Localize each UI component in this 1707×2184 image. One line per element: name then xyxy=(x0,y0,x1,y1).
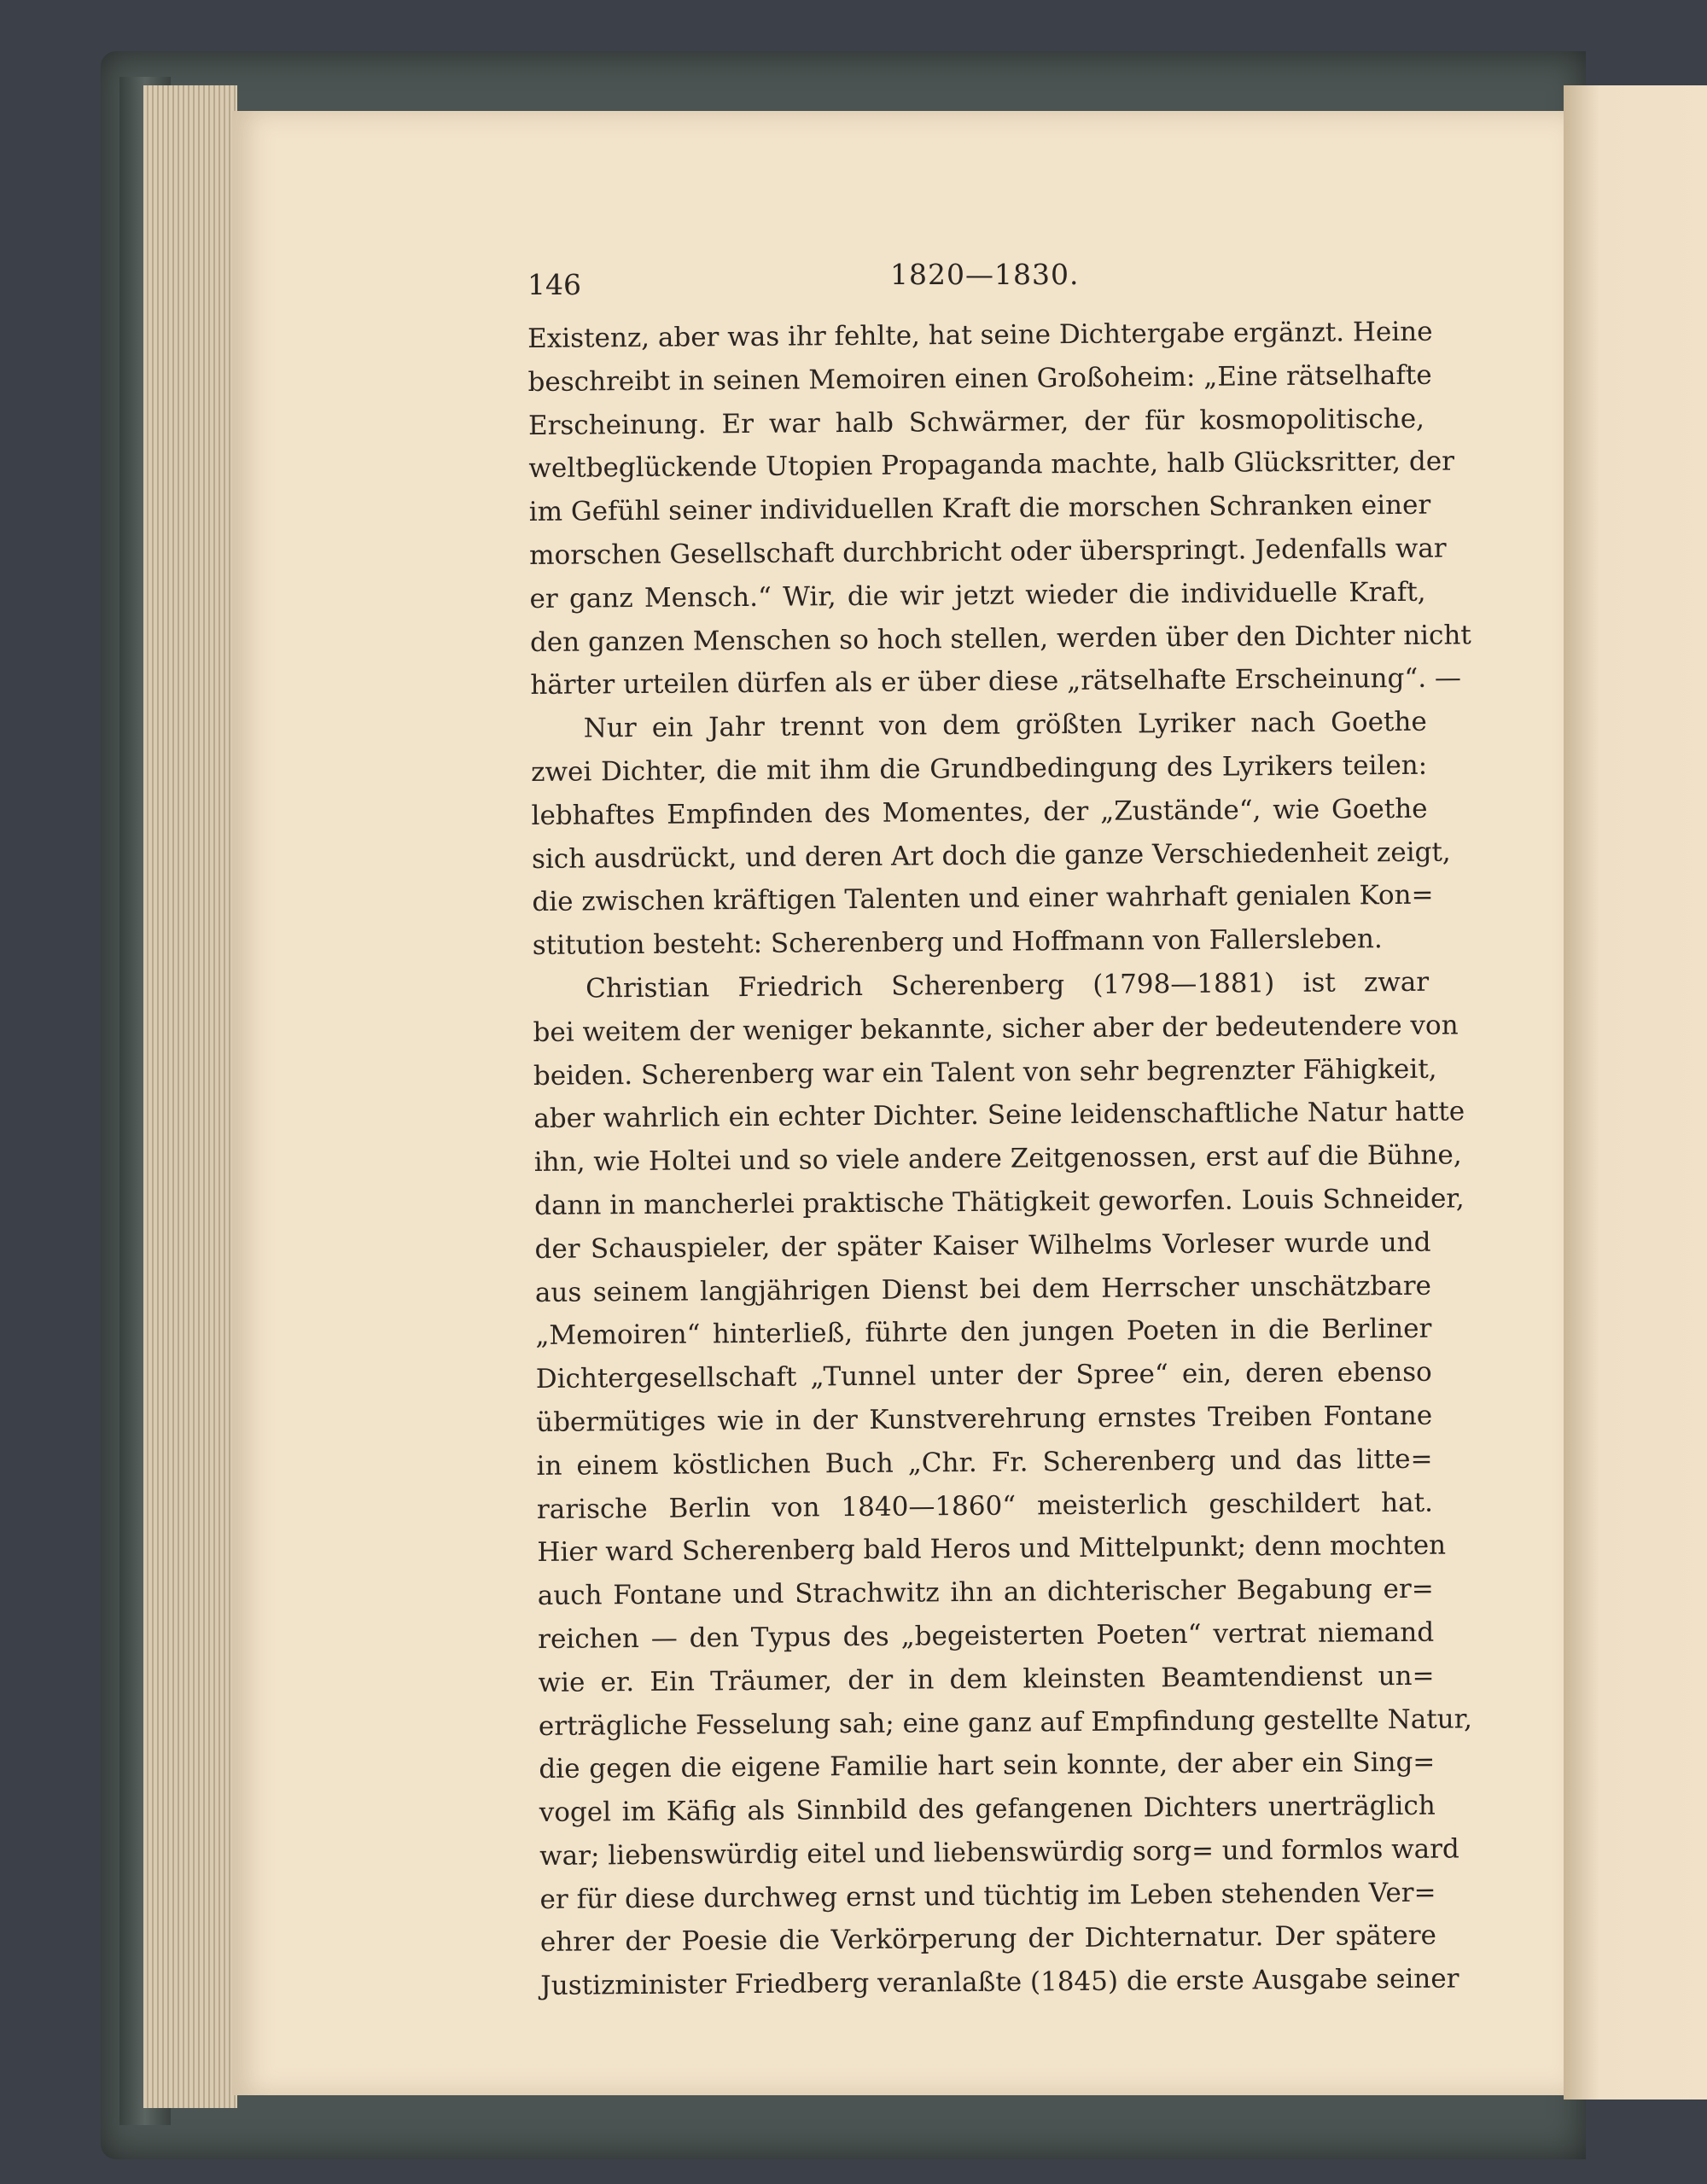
text-line: erträgliche Fesselung sah; eine ganz auf Empfindung gestellte Natur, xyxy=(538,1703,1473,1742)
text-line: vogel im Käfig als Sinnbild des gefangenen Dichters unerträglich xyxy=(539,1790,1436,1829)
text-line: beschreibt in seinen Memoiren einen Großoheim: „Eine rätselhafte xyxy=(527,359,1432,398)
text-line: Christian Friedrich Scherenberg (1798—1881) ist zwar xyxy=(586,966,1430,1005)
page-number: 146 xyxy=(527,268,581,301)
text-line: stitution besteht: Scherenberg und Hoffmann von Fallersleben. xyxy=(532,923,1383,962)
page-edges xyxy=(143,85,237,2108)
text-line: aus seinem langjährigen Dienst bei dem Herrscher unschätzbare xyxy=(534,1270,1432,1308)
text-line: „Memoiren“ hinterließ, führte den jungen Poeten in die Berliner xyxy=(535,1313,1432,1352)
text-line: er ganz Mensch.“ Wir, die wir jetzt wieder die individuelle Kraft, xyxy=(529,576,1426,614)
text-line: rarische Berlin von 1840—1860“ meisterlich geschildert hat. xyxy=(536,1487,1434,1525)
text-line: ehrer der Poesie die Verkörperung der Dichternatur. Der spätere xyxy=(539,1920,1437,1959)
text-line: die gegen die eigene Familie hart sein konnte, der aber ein Sing= xyxy=(539,1746,1436,1785)
text-line: wie er. Ein Träumer, der in dem kleinsten Beamtendienst un= xyxy=(538,1660,1435,1698)
text-line: im Gefühl seiner individuellen Kraft die morschen Schranken einer xyxy=(528,489,1431,528)
text-line: Erscheinung. Er war halb Schwärmer, der für kosmopolitische, xyxy=(527,403,1425,441)
text-line: in einem köstlichen Buch „Chr. Fr. Scherenberg und das litte= xyxy=(536,1443,1433,1482)
text-line: er für diese durchweg ernst und tüchtig im Leben stehenden Ver= xyxy=(539,1877,1436,1915)
text-line: auch Fontane und Strachwitz ihn an dichterischer Begabung er= xyxy=(537,1573,1434,1612)
text-line: war; liebenswürdig eitel und liebenswürdig sorg= und formlos ward xyxy=(539,1833,1459,1872)
text-line: weltbeglückende Utopien Propaganda machte, halb Glücksritter, der xyxy=(528,446,1455,485)
facing-page-edge xyxy=(1564,85,1707,2100)
paragraph xyxy=(527,311,1471,708)
text-line: beiden. Scherenberg war ein Talent von sehr begrenzter Fähigkeit, xyxy=(533,1053,1437,1092)
text-line: den ganzen Menschen so hoch stellen, werden über den Dichter nicht xyxy=(529,619,1471,658)
text-line: morschen Gesellschaft durchbricht oder überspringt. Jedenfalls war xyxy=(529,533,1447,571)
text-line: Hier ward Scherenberg bald Heros und Mittelpunkt; denn mochten xyxy=(537,1529,1447,1569)
text-line: aber wahrlich ein echter Dichter. Seine leidenschaftliche Natur hatte xyxy=(533,1096,1465,1135)
text-line: Justizminister Friedberg veranlaßte (1845) die erste Ausgabe seiner xyxy=(540,1963,1459,2002)
text-line: zwei Dichter, die mit ihm die Grundbedingung des Lyrikers teilen: xyxy=(531,749,1428,788)
text-line: reichen — den Typus des „begeisterten Poeten“ vertrat niemand xyxy=(538,1616,1435,1655)
text-line: sich ausdrückt, und deren Art doch die ganze Verschiedenheit zeigt, xyxy=(531,836,1451,875)
page-header xyxy=(527,258,1424,300)
body-text xyxy=(527,311,1473,2008)
text-line: Nur ein Jahr trennt von dem größten Lyriker nach Goethe xyxy=(583,706,1427,744)
text-line: ihn, wie Holtei und so viele andere Zeitgenossen, erst auf die Bühne, xyxy=(533,1139,1462,1179)
running-head: 1820—1830. xyxy=(890,258,1080,291)
text-line: übermütiges wie in der Kunstverehrung ernstes Treiben Fontane xyxy=(536,1400,1433,1438)
text-line: dann in mancherlei praktische Thätigkeit geworfen. Louis Schneider, xyxy=(534,1183,1465,1221)
text-line: Dichtergesellschaft „Tunnel unter der Spree“ ein, deren ebenso xyxy=(535,1356,1432,1395)
text-line: Existenz, aber was ihr fehlte, hat seine Dichtergabe ergänzt. Heine xyxy=(527,316,1433,354)
text-line: bei weitem der weniger bekannte, sicher aber der bedeutendere von xyxy=(533,1010,1459,1048)
text-line: lebhaftes Empfinden des Momentes, der „Zustände“, wie Goethe xyxy=(531,793,1428,831)
paragraph xyxy=(531,701,1451,968)
text-line: härter urteilen dürfen als er über diese „rätselhafte Erscheinung“. — xyxy=(530,662,1462,702)
text-line: der Schauspieler, der später Kaiser Wilhelms Vorleser wurde und xyxy=(534,1226,1431,1265)
paragraph xyxy=(533,961,1473,2008)
text-line: die zwischen kräftigen Talenten und einer wahrhaft genialen Kon= xyxy=(532,880,1434,918)
